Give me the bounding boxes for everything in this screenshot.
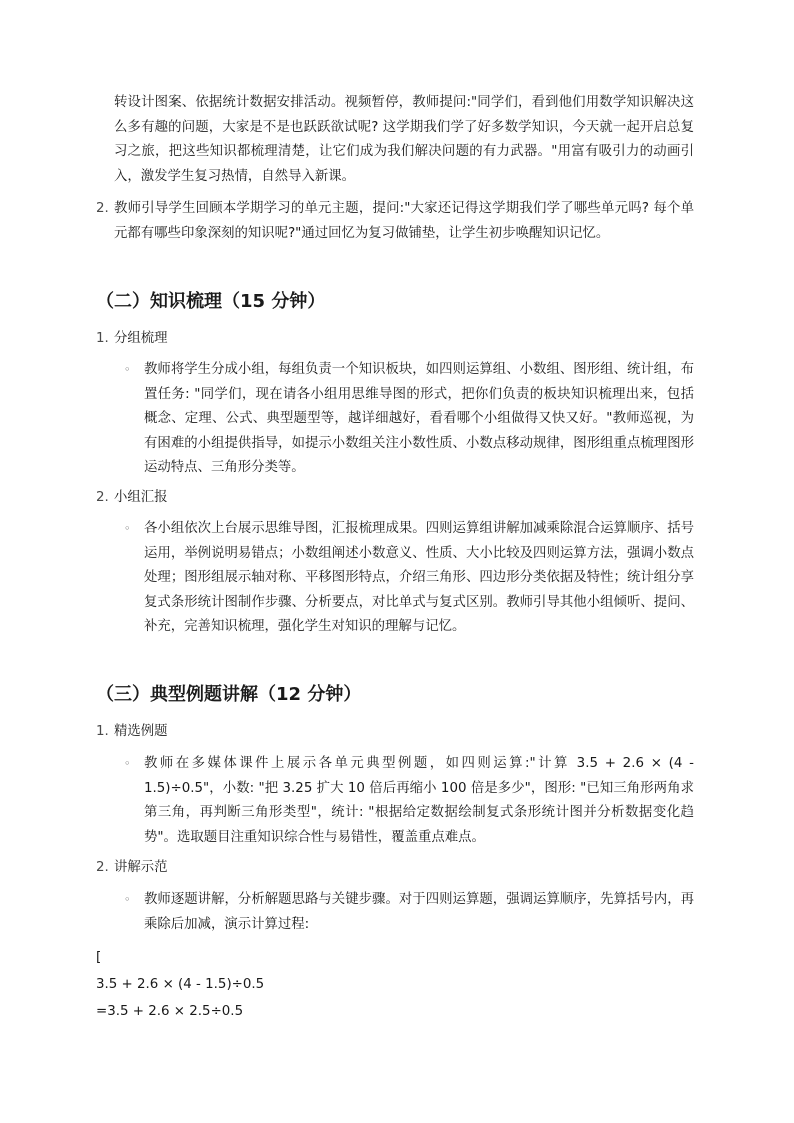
bullet-paragraph: 教师将学生分成小组，每组负责一个知识板块，如四则运算组、小数组、图形组、统计组，布置任务: "同学们，现在请各小组用思维导图的形式，把你们负责的板块知识梳理出来，包括概念、定理、公式、典型题型等，越详细越好，看看哪个小组做得又快又好。"教师巡视，为有困难的小组提供指导，如提示小数组关注小数性质、小数点移动规律，图形组重点梳理图形运动特点、三角形分类等。 bbox=[144, 362, 694, 475]
list-number: 2. bbox=[96, 860, 109, 875]
formula-line: 3.5 + 2.6 × (4 - 1.5)÷0.5 bbox=[96, 977, 265, 992]
formula-line: =3.5 + 2.6 × 2.5÷0.5 bbox=[96, 1004, 244, 1019]
bullet-paragraph: 教师逐题讲解，分析解题思路与关键步骤。对于四则运算题，强调运算顺序，先算括号内，再乘除后加减，演示计算过程: bbox=[144, 892, 694, 932]
section-heading-examples: （三）典型例题讲解（12 分钟） bbox=[96, 684, 362, 705]
bullet-icon: ◦ bbox=[124, 757, 131, 770]
bullet-icon: ◦ bbox=[124, 893, 131, 906]
subsection-label: 小组汇报 bbox=[114, 490, 168, 505]
section-heading-knowledge: （二）知识梳理（15 分钟） bbox=[96, 291, 326, 312]
formula-bracket: [ bbox=[96, 950, 102, 965]
bullet-paragraph: 教师在多媒体课件上展示各单元典型例题，如四则运算:"计算 3.5 + 2.6 × (4 - 1.5)÷0.5"，小数: "把 3.25 扩大 10 倍后再缩小 100 倍是多少"，图形: "已知三角形两角求第三角，再判断三角形类型"，统计: "根据给定数据绘制复式条形统计图并分析数据变化趋势"。选取题目注重知识综合性与易错性，覆盖重点难点。 bbox=[144, 756, 694, 845]
list-number: 1. bbox=[96, 331, 109, 346]
bullet-icon: ◦ bbox=[124, 522, 131, 535]
intro-item-2: 教师引导学生回顾本学期学习的单元主题，提问:"大家还记得这学期我们学了哪些单元吗? 每个单元都有哪些印象深刻的知识呢?"通过回忆为复习做铺垫，让学生初步唤醒知识记忆。 bbox=[114, 201, 694, 241]
intro-paragraph: 转设计图案、依据统计数据安排活动。视频暂停，教师提问:"同学们，看到他们用数学知识解决这么多有趣的问题，大家是不是也跃跃欲试呢? 这学期我们学了好多数学知识，今天就一起开启总复习之旅，把这些知识都梳理清楚，让它们成为我们解决问题的有力武器。"用富有吸引力的动画引入，激发学生复习热情，自然导入新课。 bbox=[114, 95, 694, 184]
bullet-icon: ◦ bbox=[124, 363, 131, 376]
list-number: 2. bbox=[96, 201, 109, 216]
subsection-label: 讲解示范 bbox=[114, 860, 168, 875]
bullet-paragraph: 各小组依次上台展示思维导图，汇报梳理成果。四则运算组讲解加减乘除混合运算顺序、括号运用，举例说明易错点；小数组阐述小数意义、性质、大小比较及四则运算方法，强调小数点处理；图形组展示轴对称、平移图形特点，介绍三角形、四边形分类依据及特性；统计组分享复式条形统计图制作步骤、分析要点，对比单式与复式区别。教师引导其他小组倾听、提问、补充，完善知识梳理，强化学生对知识的理解与记忆。 bbox=[144, 521, 694, 634]
list-number: 1. bbox=[96, 724, 109, 739]
subsection-label: 分组梳理 bbox=[114, 331, 168, 346]
list-number: 2. bbox=[96, 490, 109, 505]
subsection-label: 精选例题 bbox=[114, 724, 168, 739]
